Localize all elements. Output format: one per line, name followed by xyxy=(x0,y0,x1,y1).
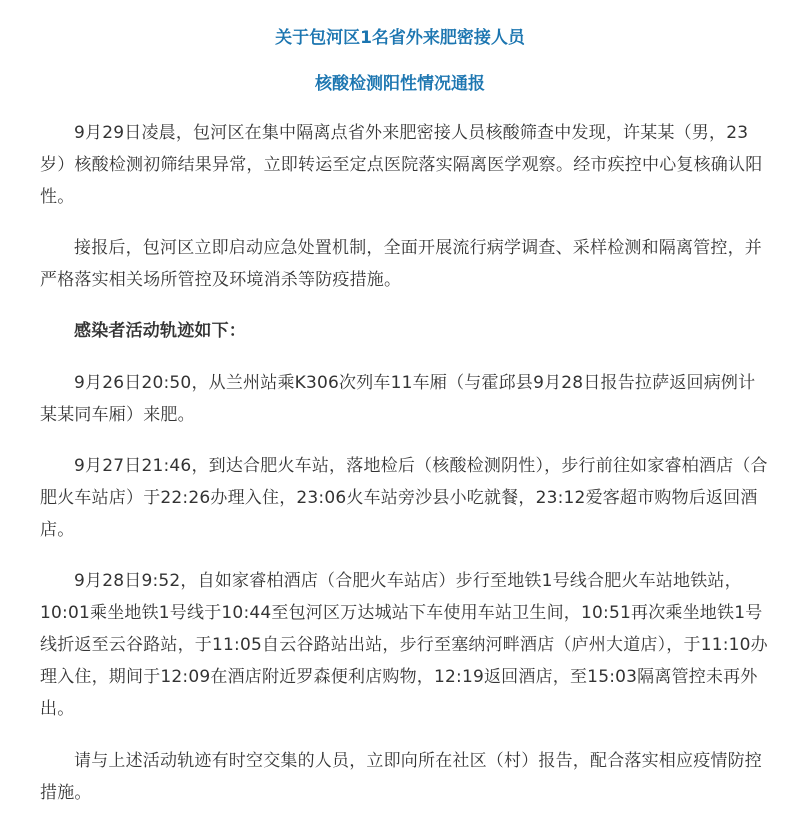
paragraph-sept-27: 9月27日21:46，到达合肥火车站，落地检后（核酸检测阴性），步行前往如家睿柏酒店（合肥火车站店）于22:26办理入住，23:06火车站旁沙县小吃就餐，23:12爱客超市购物后返回酒店。 xyxy=(40,456,768,540)
paragraph-sept-26: 9月26日20:50，从兰州站乘K306次列车11车厢（与霍邱县9月28日报告拉萨返回病例计某某同车厢）来肥。 xyxy=(40,373,756,425)
notice-title-line-1: 关于包河区1名省外来肥密接人员 xyxy=(275,28,525,48)
paragraph-response: 接报后，包河区立即启动应急处置机制，全面开展流行病学调查、采样检测和隔离管控，并严格落实相关场所管控及环境消杀等防疫措施。 xyxy=(40,238,762,290)
paragraph-call-to-report: 请与上述活动轨迹有时空交集的人员，立即向所在社区（村）报告，配合落实相应疫情防控措施。 xyxy=(40,751,762,803)
section-heading-trajectory: 感染者活动轨迹如下： xyxy=(74,321,246,341)
paragraph-sept-28: 9月28日9:52，自如家睿柏酒店（合肥火车站店）步行至地铁1号线合肥火车站地铁站，10:01乘坐地铁1号线于10:44至包河区万达城站下车使用车站卫生间，10:51再次乘坐地铁1号线折返至云谷路站，于11:05自云谷路站出站，步行至塞纳河畔酒店（庐州大道店），于11:10办理入住，期间于12:09在酒店附近罗森便利店购物，12:19返回酒店，至15:03隔离管控未再外出。 xyxy=(40,571,768,719)
notice-title-line-2: 核酸检测阳性情况通报 xyxy=(315,74,485,94)
paragraph-detection: 9月29日凌晨，包河区在集中隔离点省外来肥密接人员核酸筛查中发现，许某某（男，23岁）核酸检测初筛结果异常，立即转运至定点医院落实隔离医学观察。经市疾控中心复核确认阳性。 xyxy=(40,123,763,207)
